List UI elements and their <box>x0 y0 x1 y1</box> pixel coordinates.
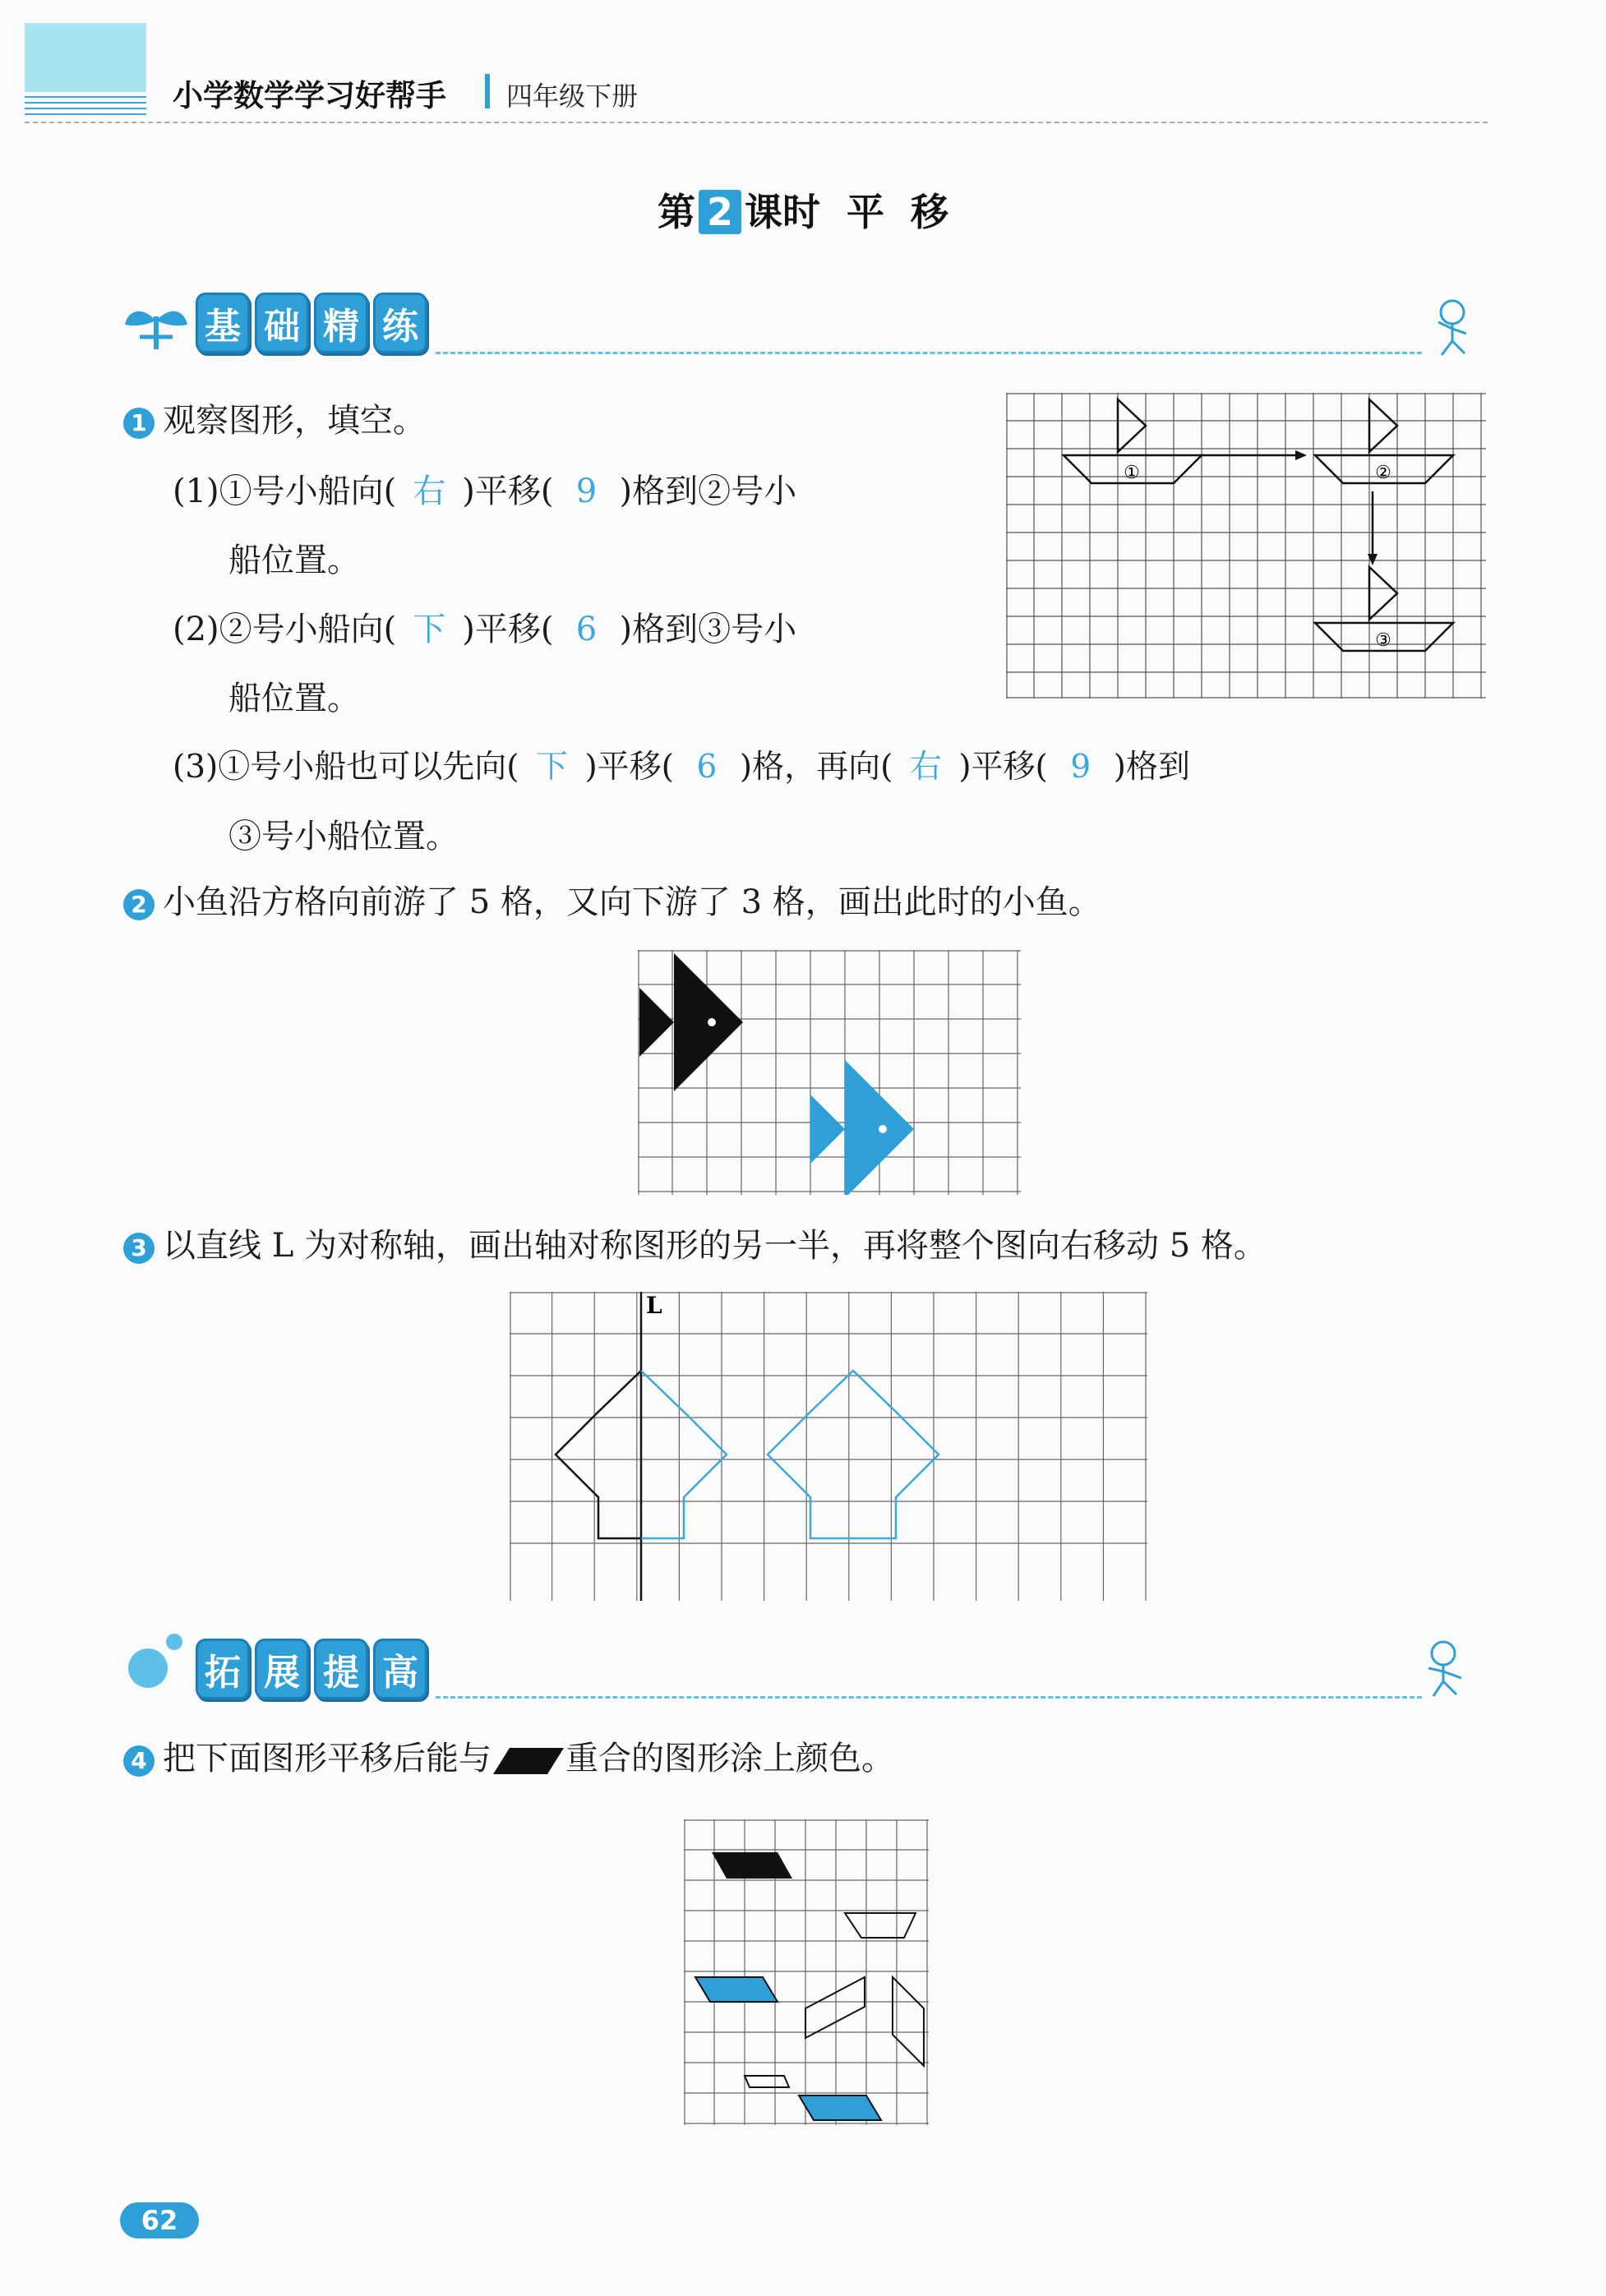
q4-grid <box>684 1819 929 2125</box>
boat-3-label: ③ <box>1375 630 1391 651</box>
page-number: 62 <box>120 2202 199 2238</box>
q1-boat-grid <box>1006 393 1486 698</box>
text: )格到③号小 <box>619 611 797 648</box>
q1-line2 <box>173 603 796 650</box>
fish-black <box>639 953 743 1091</box>
q2-number: 2 <box>123 889 155 920</box>
lesson-suffix: 课时 平 移 <box>744 190 949 234</box>
q1-number: 1 <box>123 408 155 439</box>
q1-prompt <box>123 394 426 441</box>
q3-symmetry-grid <box>510 1292 1147 1601</box>
q3-text: 以直线 L 为对称轴，画出轴对称图形的另一半，再将整个图向右移动 5 格。 <box>163 1227 1267 1265</box>
translated-figure <box>768 1371 939 1538</box>
answer: 9 <box>1070 749 1091 786</box>
q2-fish-grid <box>638 950 1021 1195</box>
grade-label: 四年级下册 <box>506 81 639 112</box>
text: )格到 <box>1113 749 1190 786</box>
q1-prompt-text: 观察图形，填空。 <box>163 402 426 440</box>
q4-text-post: 重合的图形涂上颜色。 <box>565 1740 894 1777</box>
answer: 下 <box>413 611 446 648</box>
label-char: 高 <box>373 1639 427 1699</box>
q2-prompt <box>123 876 1101 923</box>
sprout-icon <box>123 296 189 353</box>
boat-2-label: ② <box>1375 463 1391 483</box>
lesson-prefix: 第 <box>657 190 695 234</box>
answer: 9 <box>575 473 598 510</box>
lesson-number: 2 <box>699 190 741 234</box>
label-char: 拓 <box>196 1639 250 1699</box>
q1-line2-cont: 船位置。 <box>228 680 360 717</box>
target-parallelogram <box>712 1852 792 1879</box>
boat-1-label: ① <box>1124 463 1140 483</box>
answer: 6 <box>575 611 598 648</box>
section-extension <box>196 1639 432 1699</box>
shape-outline-2 <box>805 1977 865 2038</box>
header-divider <box>485 74 490 108</box>
text: )平移( <box>462 473 554 510</box>
label-char: 提 <box>314 1639 368 1699</box>
book-title: 小学数学学习好帮手 <box>173 78 446 113</box>
q1-line3 <box>173 741 1190 787</box>
shape-outline-1 <box>845 1913 916 1938</box>
running-boy-icon <box>1424 296 1481 362</box>
answer: 6 <box>696 749 718 786</box>
shape-colored-1 <box>695 1977 778 2002</box>
header-stripes <box>25 92 146 117</box>
lesson-title <box>0 182 1606 237</box>
section-basic-practice <box>196 293 432 353</box>
shape-outline-3 <box>893 1977 924 2066</box>
label-char: 基 <box>196 293 250 353</box>
q3-number: 3 <box>123 1233 155 1264</box>
label-char: 展 <box>255 1639 309 1699</box>
q4-text-pre: 把下面图形平移后能与 <box>163 1740 491 1777</box>
text: )格，再向( <box>739 749 893 786</box>
parallelogram-icon <box>491 1745 565 1777</box>
given-half <box>556 1371 641 1538</box>
answer: 右 <box>413 473 446 510</box>
bubbles-icon <box>123 1630 189 1696</box>
axis-label: L <box>646 1292 662 1319</box>
shape-colored-2 <box>799 2095 881 2120</box>
q1-line1 <box>173 465 796 512</box>
fish-blue <box>810 1060 914 1195</box>
q3-prompt <box>123 1219 1267 1266</box>
text: )平移( <box>584 749 674 786</box>
shape-outline-small <box>745 2076 789 2087</box>
text: )平移( <box>958 749 1048 786</box>
label-char: 练 <box>373 293 427 353</box>
label-char: 础 <box>255 293 309 353</box>
text: (1)①号小船向( <box>173 473 397 510</box>
q1-line1-cont: 船位置。 <box>228 542 360 579</box>
text: )格到②号小 <box>619 473 797 510</box>
answer: 右 <box>909 749 942 786</box>
header-rule <box>25 122 1488 123</box>
thinking-boy-icon <box>1414 1635 1479 1701</box>
text: (2)②号小船向( <box>173 611 397 648</box>
q2-text: 小鱼沿方格向前游了 5 格，又向下游了 3 格，画出此时的小鱼。 <box>163 883 1101 921</box>
arrow-right-icon <box>1295 450 1307 460</box>
q4-number: 4 <box>123 1745 155 1777</box>
text: )平移( <box>462 611 554 648</box>
label-char: 精 <box>314 293 368 353</box>
section-rule <box>436 1696 1422 1699</box>
drawn-half <box>641 1371 727 1538</box>
q4-prompt <box>123 1732 894 1779</box>
q1-line3-cont: ③号小船位置。 <box>228 818 459 855</box>
text: (3)①号小船也可以先向( <box>173 749 519 786</box>
section-rule <box>436 352 1422 354</box>
answer: 下 <box>535 749 568 786</box>
